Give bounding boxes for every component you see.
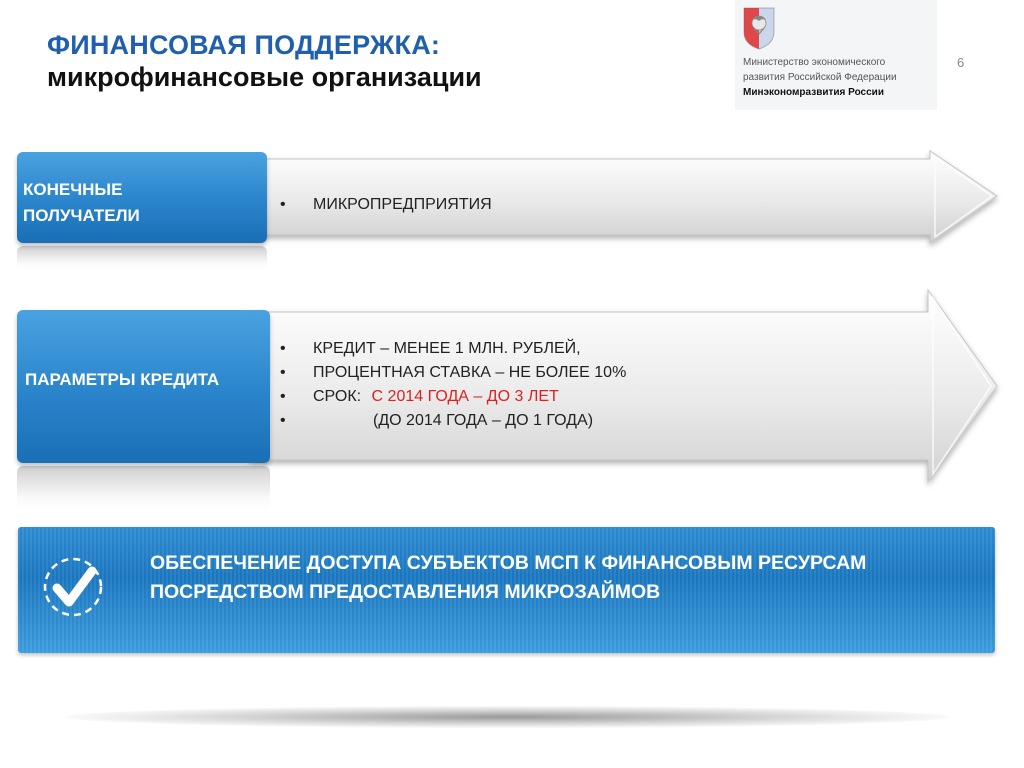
credit-params-list bbox=[280, 337, 626, 433]
russian-eagle-emblem-icon bbox=[742, 6, 776, 50]
credit-params-label-text: ПАРАМЕТРЫ КРЕДИТА bbox=[25, 370, 220, 389]
term-previous: (ДО 2014 ГОДА – ДО 1 ГОДА) bbox=[373, 412, 594, 429]
org-name-line2: развития Российской Федерации bbox=[743, 72, 897, 83]
term-highlight: С 2014 ГОДА – ДО 3 ЛЕТ bbox=[371, 388, 559, 405]
bullet-marker: • bbox=[280, 388, 286, 405]
bullet-marker: • bbox=[280, 340, 286, 357]
page-title: ФИНАНСОВАЯ ПОДДЕРЖКА: bbox=[47, 30, 441, 60]
list-item bbox=[280, 193, 492, 217]
page-subtitle: микрофинансовые организации bbox=[47, 62, 482, 92]
checkmark-icon bbox=[42, 551, 104, 623]
interest-rate: ПРОЦЕНТНАЯ СТАВКА – НЕ БОЛЕЕ 10% bbox=[313, 364, 627, 381]
banner-line2: ПОСРЕДСТВОМ ПРЕДОСТАВЛЕНИЯ МИКРОЗАЙМОВ bbox=[150, 581, 661, 603]
recipients-list bbox=[280, 193, 492, 217]
credit-amount: КРЕДИТ – МЕНЕЕ 1 МЛН. РУБЛЕЙ, bbox=[313, 340, 581, 357]
bullet-marker: • bbox=[280, 196, 286, 213]
credit-params-label bbox=[17, 310, 270, 463]
recipients-label-line2: ПОЛУЧАТЕЛИ bbox=[23, 206, 140, 225]
list-item bbox=[280, 409, 626, 433]
page-number: 6 bbox=[957, 55, 965, 70]
recipient-microenterprises: МИКРОПРЕДПРИЯТИЯ bbox=[313, 196, 492, 213]
recipients-label bbox=[17, 152, 267, 243]
ministry-logo bbox=[735, 0, 937, 110]
term-prefix: СРОК: bbox=[313, 388, 362, 405]
bullet-marker: • bbox=[280, 364, 286, 381]
floor-shadow bbox=[65, 706, 950, 728]
recipients-label-line1: КОНЕЧНЫЕ bbox=[23, 180, 123, 199]
credit-params-label-reflection bbox=[17, 466, 270, 512]
summary-banner bbox=[18, 527, 995, 653]
banner-line1: ОБЕСПЕЧЕНИЕ ДОСТУПА СУБЪЕКТОВ МСП К ФИНАНСОВЫМ РЕСУРСАМ bbox=[150, 552, 867, 574]
org-name-short: Минэкономразвития России bbox=[743, 87, 884, 98]
list-item bbox=[280, 337, 626, 361]
list-item bbox=[280, 385, 626, 409]
list-item bbox=[280, 361, 626, 385]
org-name-line1: Министерство экономического bbox=[743, 57, 886, 68]
recipients-label-reflection bbox=[17, 246, 267, 270]
bullet-marker: • bbox=[280, 412, 286, 429]
